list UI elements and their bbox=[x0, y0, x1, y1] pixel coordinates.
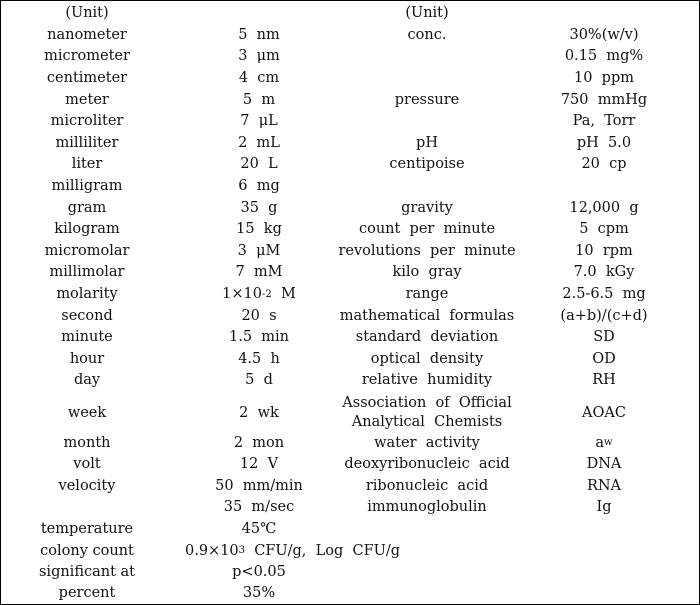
unit-example: 20 L bbox=[240, 156, 278, 173]
table-row bbox=[1, 562, 699, 584]
unit-example: 7.0 kGy bbox=[573, 264, 635, 281]
unit-name: ribonucleic acid bbox=[365, 477, 489, 494]
unit-example: (a+b)/(c+d) bbox=[560, 307, 648, 324]
unit-example: 3 μM bbox=[237, 242, 281, 259]
table-row bbox=[1, 349, 699, 371]
table-row bbox=[1, 370, 699, 392]
unit-name: deoxyribonucleic acid bbox=[344, 456, 510, 473]
table-row bbox=[1, 197, 699, 219]
unit-example: OD bbox=[592, 350, 616, 367]
colony-count-base: 0.9×10 bbox=[185, 542, 239, 559]
water-activity-base: a bbox=[595, 434, 605, 451]
unit-example: 10 ppm bbox=[574, 70, 634, 87]
unit-example: 30%(w/v) bbox=[569, 26, 639, 43]
unit-example: DNA bbox=[586, 456, 622, 473]
unit-name: kilo gray bbox=[392, 264, 462, 281]
unit-name: standard deviation bbox=[355, 329, 499, 346]
unit-name: mathematical formulas bbox=[339, 307, 515, 324]
unit-name: significant at bbox=[38, 564, 136, 581]
unit-name: milliliter bbox=[55, 134, 119, 151]
unit-name bbox=[342, 392, 512, 435]
unit-name: meter bbox=[65, 91, 109, 108]
table-row bbox=[1, 111, 699, 133]
unit-example: 0.15 mg% bbox=[564, 48, 644, 65]
table-row bbox=[1, 219, 699, 241]
unit-name: centipoise bbox=[389, 156, 465, 173]
unit-name: nanometer bbox=[47, 26, 127, 43]
unit-name: range bbox=[405, 286, 449, 303]
unit-name: count per minute bbox=[358, 221, 496, 238]
unit-name: hour bbox=[69, 350, 105, 367]
table-row bbox=[1, 25, 699, 47]
unit-name: pressure bbox=[394, 91, 460, 108]
unit-example: 45℃ bbox=[241, 521, 277, 538]
table-row bbox=[1, 176, 699, 198]
unit-example: 7 mM bbox=[235, 264, 283, 281]
unit-example: AOAC bbox=[582, 404, 626, 421]
unit-name: pH bbox=[416, 134, 438, 151]
unit-example: 0.9×10 3 CFU/g, Log CFU/g bbox=[185, 542, 401, 559]
unit-name: kilogram bbox=[54, 221, 120, 238]
unit-example: RNA bbox=[586, 477, 622, 494]
unit-name: second bbox=[61, 307, 113, 324]
unit-name: micrometer bbox=[44, 48, 130, 65]
unit-example: a w bbox=[595, 434, 613, 451]
unit-example: SD bbox=[593, 329, 615, 346]
unit-example: 12 V bbox=[239, 456, 279, 473]
molarity-unit: M bbox=[271, 286, 296, 303]
unit-example: RH bbox=[592, 372, 616, 389]
unit-name: gravity bbox=[401, 199, 453, 216]
unit-name: molarity bbox=[56, 286, 118, 303]
unit-name: velocity bbox=[58, 477, 116, 494]
unit-name: month bbox=[63, 434, 111, 451]
unit-example: 6 mg bbox=[238, 178, 280, 195]
left-unit-header: (Unit) bbox=[65, 5, 109, 22]
unit-example: 20 cp bbox=[581, 156, 627, 173]
unit-example: 2 mL bbox=[238, 134, 280, 151]
unit-example: 15 kg bbox=[236, 221, 282, 238]
unit-name: millimolar bbox=[49, 264, 125, 281]
unit-example: 4 cm bbox=[238, 70, 280, 87]
unit-example: 35 m/sec bbox=[223, 499, 295, 516]
unit-name: relative humidity bbox=[361, 372, 493, 389]
unit-name: week bbox=[67, 404, 107, 421]
unit-example: 1×10 -2 M bbox=[222, 286, 296, 303]
table-row bbox=[1, 540, 699, 562]
aoac-name-line1: Association of Official bbox=[342, 395, 512, 412]
unit-example: 2.5-6.5 mg bbox=[562, 286, 646, 303]
unit-example: 750 mmHg bbox=[560, 91, 648, 108]
unit-example: 5 cpm bbox=[579, 221, 629, 238]
unit-example: 2 wk bbox=[239, 404, 279, 421]
unit-example: Pa, Torr bbox=[572, 113, 636, 130]
table-row bbox=[1, 241, 699, 263]
unit-name: volt bbox=[73, 456, 101, 473]
table-row bbox=[1, 89, 699, 111]
table-row bbox=[1, 519, 699, 541]
unit-example: 5 nm bbox=[238, 26, 280, 43]
unit-name: day bbox=[73, 372, 101, 389]
unit-name: micromolar bbox=[44, 242, 130, 259]
unit-example: p<0.05 bbox=[232, 564, 286, 581]
unit-example: 12,000 g bbox=[569, 199, 639, 216]
table-row bbox=[1, 68, 699, 90]
table-row bbox=[1, 46, 699, 68]
unit-example: 7 μL bbox=[240, 113, 278, 130]
unit-name: percent bbox=[58, 584, 116, 601]
unit-example: 35 g bbox=[240, 199, 278, 216]
unit-name: gram bbox=[67, 199, 107, 216]
unit-name: optical density bbox=[370, 350, 484, 367]
table-row bbox=[1, 133, 699, 155]
unit-example: pH 5.0 bbox=[576, 134, 632, 151]
unit-name: liter bbox=[71, 156, 103, 173]
colony-count-unit: CFU/g, Log CFU/g bbox=[245, 542, 401, 559]
unit-name: minute bbox=[61, 329, 113, 346]
table-row bbox=[1, 392, 699, 435]
unit-example: 1.5 min bbox=[228, 329, 289, 346]
molarity-base: 1×10 bbox=[222, 286, 262, 303]
table-row bbox=[1, 476, 699, 498]
unit-name: revolutions per minute bbox=[338, 242, 516, 259]
table-row bbox=[1, 284, 699, 306]
unit-example: 50 mm/min bbox=[215, 477, 303, 494]
unit-example: 20 s bbox=[241, 307, 277, 324]
table-row bbox=[1, 454, 699, 476]
unit-example: 5 m bbox=[242, 91, 276, 108]
unit-name: immunoglobulin bbox=[367, 499, 487, 516]
unit-name: conc. bbox=[407, 26, 447, 43]
unit-example: 10 rpm bbox=[575, 242, 633, 259]
table-row bbox=[1, 305, 699, 327]
right-unit-header: (Unit) bbox=[405, 5, 449, 22]
unit-example: Ig bbox=[596, 499, 612, 516]
table-row bbox=[1, 497, 699, 519]
table-row bbox=[1, 432, 699, 454]
unit-example: 3 μm bbox=[238, 48, 280, 65]
aoac-name-line2: Analytical Chemists bbox=[351, 414, 503, 431]
unit-name: colony count bbox=[40, 542, 134, 559]
unit-example: 5 d bbox=[245, 372, 273, 389]
table-row bbox=[1, 154, 699, 176]
table-row bbox=[1, 327, 699, 349]
unit-example: 2 mon bbox=[233, 434, 285, 451]
table-row bbox=[1, 582, 699, 604]
header-row bbox=[1, 3, 699, 25]
unit-example: 4.5 h bbox=[238, 350, 280, 367]
unit-name: microliter bbox=[50, 113, 124, 130]
unit-example: 35% bbox=[242, 584, 276, 601]
unit-name: water activity bbox=[374, 434, 480, 451]
unit-name: centimeter bbox=[46, 70, 128, 87]
unit-name: temperature bbox=[40, 521, 134, 538]
table-row bbox=[1, 262, 699, 284]
unit-name: milligram bbox=[51, 178, 123, 195]
